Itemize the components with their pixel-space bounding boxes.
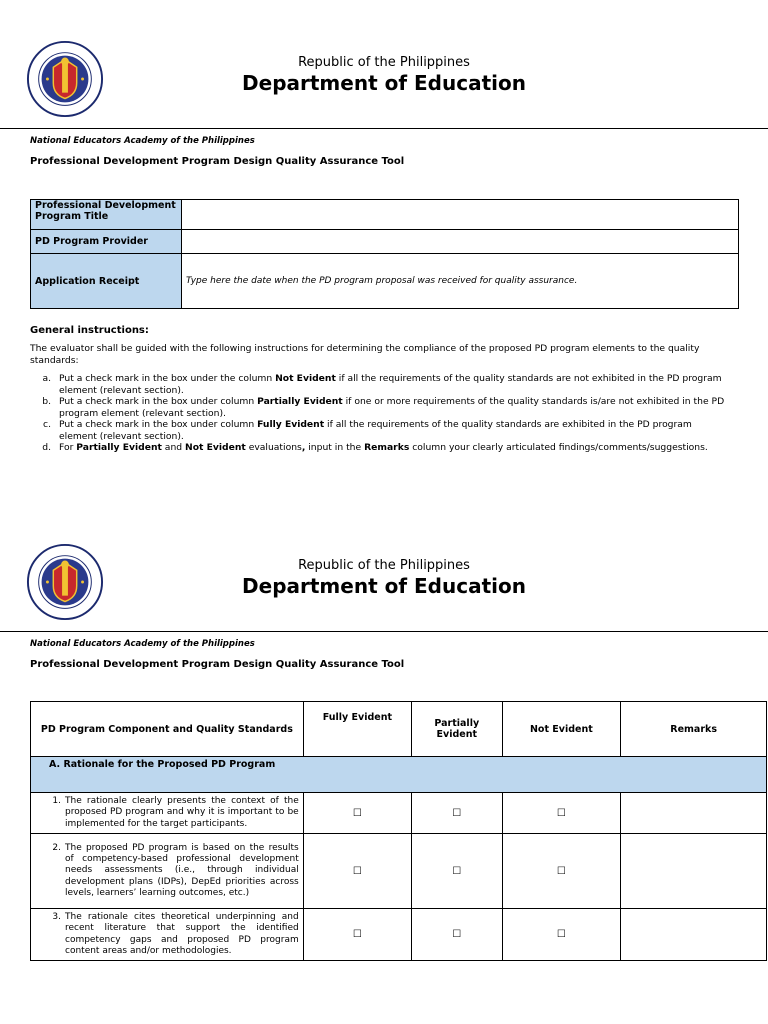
- department-heading: Department of Education: [242, 574, 526, 598]
- remarks-field[interactable]: [621, 909, 767, 961]
- instructions-list: [30, 373, 730, 454]
- table-row: [31, 793, 767, 834]
- partially-evident-checkbox[interactable]: ☐: [412, 834, 503, 909]
- list-item: a. Put a check mark in the box under the column Not Evident if all the requirements of the quality standards are not exhibited in the PD program element (relevant section).: [42, 373, 722, 396]
- remarks-field[interactable]: [621, 834, 767, 909]
- table-row: [31, 834, 767, 909]
- republic-heading: Republic of the Philippines: [298, 558, 470, 573]
- partially-evident-checkbox[interactable]: ☐: [412, 793, 503, 834]
- department-heading: Department of Education: [242, 71, 526, 95]
- tool-title: Professional Development Program Design Quality Assurance Tool: [30, 659, 405, 670]
- info-row: [31, 200, 739, 230]
- neap-label: National Educators Academy of the Philippines: [30, 639, 255, 649]
- list-item: d. For Partially Evident and Not Evident evaluations, input in the Remarks column your clearly articulated findings/comments/suggestions.: [42, 442, 708, 453]
- column-header-partially-evident: Partially Evident: [412, 702, 503, 757]
- tool-title: Professional Development Program Design Quality Assurance Tool: [30, 156, 405, 167]
- program-title-field[interactable]: [182, 200, 739, 230]
- quality-assurance-table: [30, 701, 767, 961]
- info-row: [31, 230, 739, 254]
- column-header-fully-evident: Fully Evident: [303, 702, 411, 757]
- neap-label: National Educators Academy of the Philippines: [30, 136, 255, 146]
- remarks-field[interactable]: [621, 793, 767, 834]
- header-divider: [0, 128, 768, 129]
- criterion-cell: 1. The rationale clearly presents the context of the proposed PD program and why it is important to be implemented for the target participants.: [31, 793, 304, 834]
- partially-evident-checkbox[interactable]: ☐: [412, 909, 503, 961]
- application-receipt-field[interactable]: Type here the date when the PD program proposal was received for quality assurance.: [182, 254, 739, 309]
- instructions-title: General instructions:: [30, 325, 149, 336]
- section-row: [31, 757, 767, 793]
- program-provider-field[interactable]: [182, 230, 739, 254]
- info-label: Professional Development Program Title: [31, 200, 182, 230]
- not-evident-checkbox[interactable]: ☐: [502, 909, 621, 961]
- not-evident-checkbox[interactable]: ☐: [502, 793, 621, 834]
- not-evident-checkbox[interactable]: ☐: [502, 834, 621, 909]
- table-header-row: [31, 702, 767, 757]
- instructions-intro: The evaluator shall be guided with the following instructions for determining the compliance of the proposed PD program elements to the quality standards:: [30, 343, 700, 366]
- column-header-remarks: Remarks: [621, 702, 767, 757]
- header-divider: [0, 631, 768, 632]
- section-title: A. Rationale for the Proposed PD Program: [31, 757, 767, 793]
- republic-heading: Republic of the Philippines: [298, 55, 470, 70]
- list-item: c. Put a check mark in the box under column Fully Evident if all the requirements of the quality standards are exhibited in the PD program element (relevant section).: [43, 419, 692, 442]
- criterion-cell: 2. The proposed PD program is based on the results of competency-based professional development needs assessments (i.e., through individual development plans (IDPs), DepEd priorities across levels, learners’ learning outcomes, etc.): [31, 834, 304, 909]
- program-info-table: [30, 199, 739, 309]
- list-item: b. Put a check mark in the box under column Partially Evident if one or more requirements of the quality standards is/are not exhibited in the PD program element (relevant section).: [42, 396, 725, 419]
- fully-evident-checkbox[interactable]: ☐: [303, 909, 411, 961]
- info-label: Application Receipt: [31, 254, 182, 309]
- fully-evident-checkbox[interactable]: ☐: [303, 793, 411, 834]
- column-header-component: PD Program Component and Quality Standards: [31, 702, 304, 757]
- info-label: PD Program Provider: [31, 230, 182, 254]
- info-row: [31, 254, 739, 309]
- table-row: [31, 909, 767, 961]
- column-header-not-evident: Not Evident: [502, 702, 621, 757]
- criterion-cell: 3. The rationale cites theoretical underpinning and recent literature that support the identified competency gaps and proposed PD program content areas and/or methodologies.: [31, 909, 304, 961]
- fully-evident-checkbox[interactable]: ☐: [303, 834, 411, 909]
